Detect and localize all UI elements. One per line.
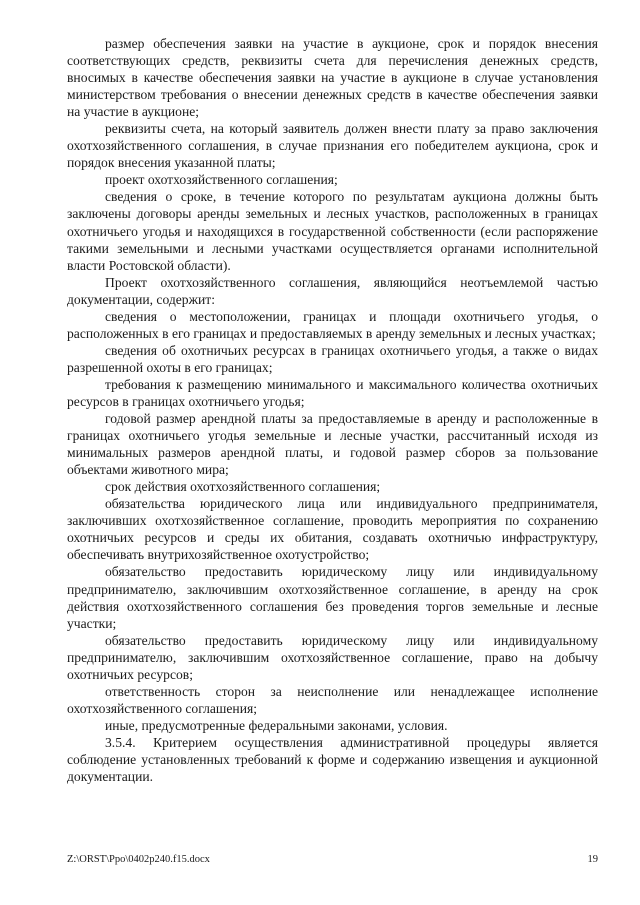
- page-footer: [67, 853, 598, 866]
- paragraph: сведения о местоположении, границах и площади охотничьего угодья, о расположенных в его границах и предоставляемых в аренду земельных и лесных участках;: [67, 308, 598, 341]
- page-number: 19: [587, 854, 598, 865]
- paragraph: срок действия охотхозяйственного соглашения;: [105, 479, 381, 495]
- paragraph: ответственность сторон за неисполнение или ненадлежащее исполнение охотхозяйственного соглашения;: [67, 683, 598, 716]
- paragraph: реквизиты счета, на который заявитель должен внести плату за право заключения охотхозяйственного соглашения, в случае признания его победителем аукциона, срок и порядок внесения указанной платы;: [67, 121, 598, 171]
- paragraph: обязательства юридического лица или индивидуального предпринимателя, заключивших охотхозяйственное соглашение, проводить мероприятия по сохранению охотничьих ресурсов и среды их обитания, создавать охотничью инфраструктуру, обеспечивать внутрихозяйственное охотустройство;: [67, 496, 598, 563]
- paragraph: обязательство предоставить юридическому лицу или индивидуальному предпринимателю, заключившим охотхозяйственное соглашение, право на добычу охотничьих ресурсов;: [67, 632, 598, 682]
- paragraph: 3.5.4. Критерием осуществления административной процедуры является соблюдение установленных требований к форме и содержанию извещения и аукционной документации.: [67, 734, 598, 785]
- paragraph: сведения об охотничьих ресурсах в границах охотничьего угодья, а также о видах разрешенной охоты в его границах;: [67, 342, 598, 375]
- paragraph: иные, предусмотренные федеральными законами, условия.: [105, 717, 448, 733]
- paragraph: обязательство предоставить юридическому лицу или индивидуальному предпринимателю, заключившим охотхозяйственное соглашение, в аренду на срок действия охотхозяйственного соглашения без проведения торгов земельные и лесные участки;: [67, 564, 598, 631]
- paragraph: годовой размер арендной платы за предоставляемые в аренду и расположенные в границах охотничьего угодья земельные и лесные участки, рассчитанный исходя из минимальных размеров арендной платы, и годовой размер сборов за пользование объектами животного мира;: [67, 411, 598, 478]
- file-path: Z:\ORST\Ppo\0402p240.f15.docx: [67, 854, 210, 865]
- paragraph: проект охотхозяйственного соглашения;: [105, 172, 338, 188]
- paragraph: требования к размещению минимального и максимального количества охотничьих ресурсов в границах охотничьего угодья;: [67, 376, 598, 409]
- paragraph: размер обеспечения заявки на участие в аукционе, срок и порядок внесения соответствующих средств, реквизиты счета для перечисления денежных средств, вносимых в качестве обеспечения заявки на участие в аукционе в случае установления министерством требования о внесении денежных средств в качестве обеспечения заявки на участие в аукционе;: [67, 36, 598, 120]
- paragraph: сведения о сроке, в течение которого по результатам аукциона должны быть заключены договоры аренды земельных и лесных участков, расположенных в границах охотничьего угодья и находящихся в государственной собственности (если распоряжение такими земельными и лесными участками осуществляется органами исполнительной власти Ростовской области).: [67, 189, 598, 273]
- document-body: [67, 35, 598, 785]
- paragraph: Проект охотхозяйственного соглашения, являющийся неотъемлемой частью документации, содержит:: [67, 274, 598, 307]
